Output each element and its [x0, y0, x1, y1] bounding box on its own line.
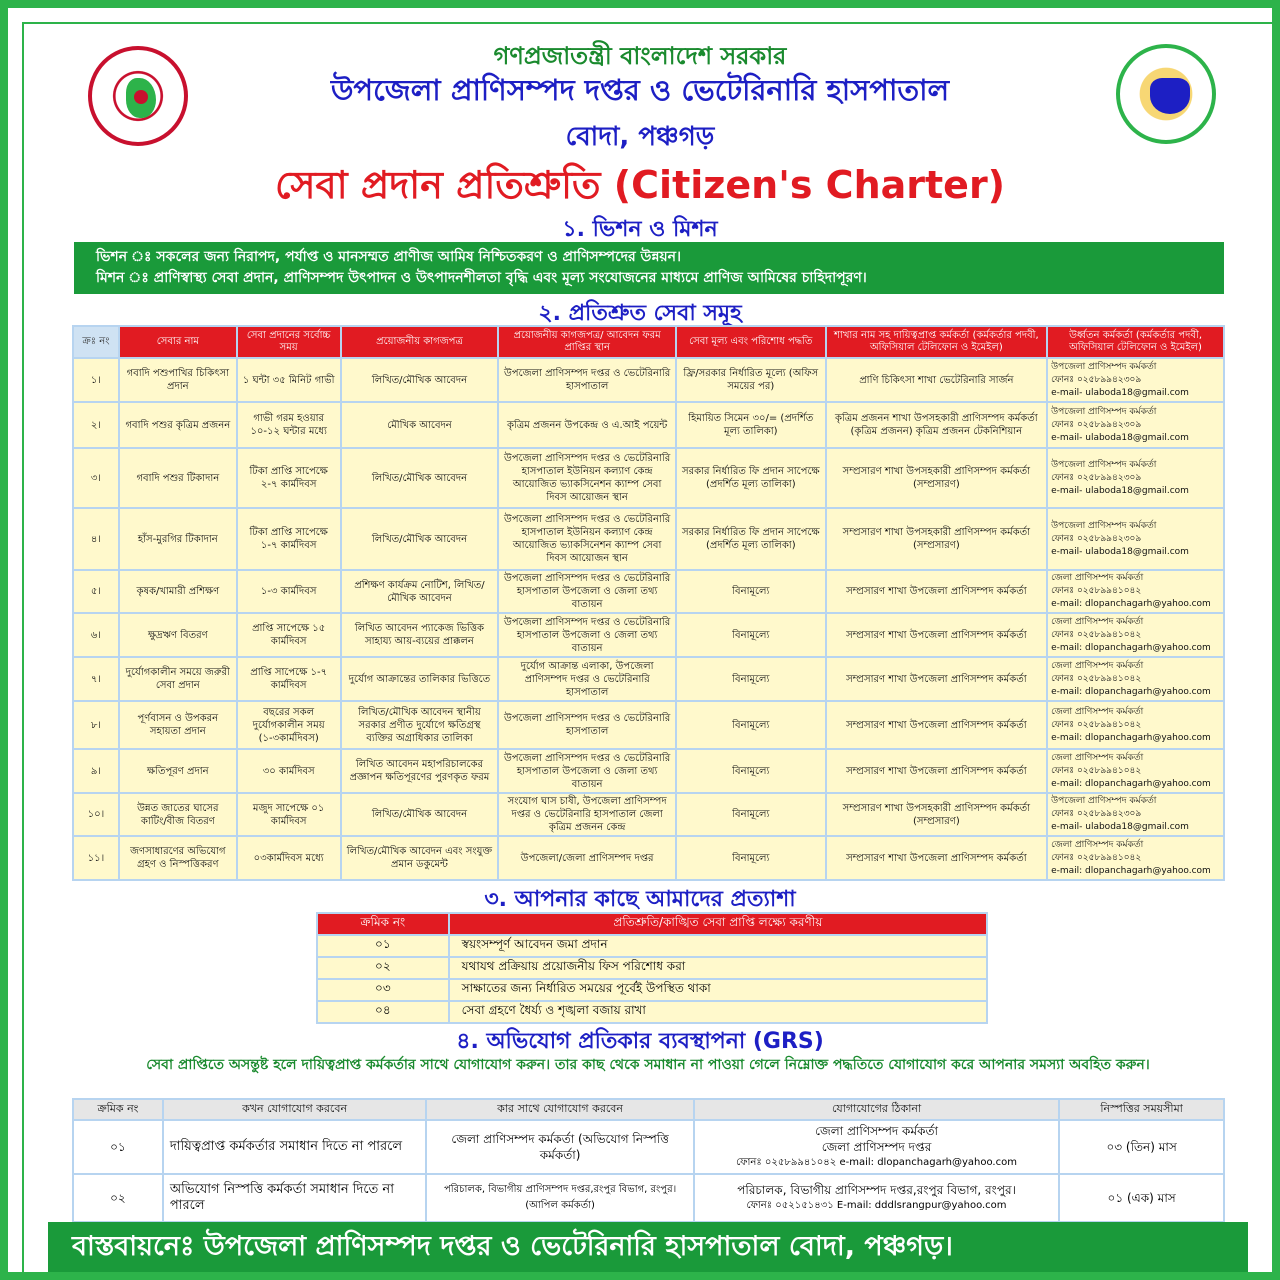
service-place-cell: উপজেলা প্রাণিসম্পদ দপ্তর ও ভেটেরিনারি হাসপাতাল ইউনিয়ন কল্যাণ কেন্দ্র আয়োজিত ভ্যাকসিনেশন ক্যাম্প সেবা দিবস আয়োজন স্থান: [498, 508, 676, 570]
grs-no-cell: ০১: [73, 1120, 163, 1174]
service-fee-cell: বিনামূল্যে: [676, 613, 826, 657]
service-fee-cell: হিমায়িত সিমেন ৩০/= (প্রদর্শিত মূল্য তালিকা): [676, 402, 826, 448]
service-time-cell: মজুদ সাপেক্ষে ০১ কার্মদিবস: [237, 793, 341, 836]
service-time-cell: ০৩কার্মদিবস মধ্যে: [237, 836, 341, 880]
service-time-cell: বছরের সকল দুর্যোগকালীন সময় (১-৩কার্মদিবস): [237, 701, 341, 749]
grs-limit-cell: ০৩ (তিন) মাস: [1059, 1120, 1224, 1174]
services-header-cell: শাখার নাম সহ দায়িত্বপ্রাপ্ত কর্মকর্তা (কর্মকর্তার পদবী, অফিসিয়াল টেলিফোন ও ইমেইল): [826, 326, 1047, 358]
expectation-no-cell: ০২: [317, 957, 449, 979]
service-no-cell: ৬।: [73, 613, 119, 657]
grs-row: [73, 1120, 1224, 1174]
expectation-row: [317, 935, 987, 957]
grs-no-cell: ০২: [73, 1174, 163, 1222]
service-place-cell: দুর্যোগ আক্রান্ত এলাকা, উপজেলা প্রাণিসম্পদ দপ্তর ও ভেটেরিনারি হাসপাতাল: [498, 657, 676, 701]
service-officer-cell: সম্প্রসারণ শাখা উপসহকারী প্রাণিসম্পদ কর্মকর্তা (সম্প্রসারণ): [826, 448, 1047, 508]
grs-limit-cell: ০১ (এক) মাস: [1059, 1174, 1224, 1222]
grs-table: [72, 1098, 1225, 1223]
service-contact-cell: [1047, 836, 1224, 880]
service-no-cell: ৩।: [73, 448, 119, 508]
service-officer-cell: প্রাণি চিকিৎসা শাখা ভেটেরিনারি সার্জন: [826, 358, 1047, 402]
services-header-cell: সেবার নাম: [119, 326, 237, 358]
service-fee-cell: সরকার নির্ধারিত ফি প্রদান সাপেক্ষে (প্রদর্শিত মূল্য তালিকা): [676, 508, 826, 570]
service-time-cell: টিকা প্রাপ্তি সাপেক্ষে ২-৭ কার্মদিবস: [237, 448, 341, 508]
service-contact-line: e-mail: dlopanchagarh@yahoo.com: [1051, 778, 1211, 789]
service-contact-line: ফোনঃ ০২৫৮৯৯৪১০৪২: [1051, 765, 1142, 776]
service-contact-line: e-mail: dlopanchagarh@yahoo.com: [1051, 865, 1211, 876]
service-contact-line: জেলা প্রাণিসম্পদ কর্মকর্তা: [1051, 752, 1144, 763]
service-officer-cell: সম্প্রসারণ শাখা উপজেলা প্রাণিসম্পদ কর্মকর্তা: [826, 613, 1047, 657]
service-time-cell: প্রাপ্তি সাপেক্ষে ১-৭ কার্মদিবস: [237, 657, 341, 701]
service-contact-line: e-mail- ulaboda18@gmail.com: [1051, 822, 1189, 832]
service-place-cell: উপজেলা/জেলা প্রাণিসম্পদ দপ্তর: [498, 836, 676, 880]
service-fee-cell: বিনামূল্যে: [676, 793, 826, 836]
service-contact-line: উপজেলা প্রাণিসম্পদ কর্মকর্তা: [1051, 361, 1157, 372]
service-name-cell: দুর্যোগকালীন সময়ে জরুরী সেবা প্রদান: [119, 657, 237, 701]
service-name-cell: গবাদি পশুর কৃত্রিম প্রজনন: [119, 402, 237, 448]
service-officer-cell: সম্প্রসারণ শাখা উপজেলা প্রাণিসম্পদ কর্মকর্তা: [826, 836, 1047, 880]
service-officer-cell: কৃত্রিম প্রজনন শাখা উপসহকারী প্রাণিসম্পদ কর্মকর্তা (কৃত্রিম প্রজনন) কৃত্রিম প্রজনন টেকনিশিয়ান: [826, 402, 1047, 448]
service-no-cell: ১।: [73, 358, 119, 402]
service-contact-line: জেলা প্রাণিসম্পদ কর্মকর্তা: [1051, 706, 1144, 717]
grs-header-cell: ক্রমিক নং: [73, 1099, 163, 1120]
service-no-cell: ২।: [73, 402, 119, 448]
expectation-no-cell: ০৪: [317, 1001, 449, 1023]
expectation-table: [316, 912, 988, 1024]
grs-address-cell: [694, 1120, 1059, 1174]
grs-address-line: জেলা প্রাণিসম্পদ কর্মকর্তা: [815, 1124, 938, 1138]
service-contact-line: ফোনঃ ০২৫৮৯৯৪২৩০৯: [1051, 419, 1142, 430]
grs-address-line: পরিচালক, বিভাগীয় প্রাণিসম্পদ দপ্তর,রংপুর বিভাগ, রংপুর।: [737, 1183, 1016, 1197]
service-contact-line: e-mail- ulaboda18@gmail.com: [1051, 432, 1189, 443]
service-fee-cell: সরকার নির্ধারিত ফি প্রদান সাপেক্ষে (প্রদর্শিত মূল্য তালিকা): [676, 448, 826, 508]
grs-who-cell: জেলা প্রাণিসম্পদ কর্মকর্তা (অভিযোগ নিস্পত্তি কর্মকর্তা): [426, 1120, 693, 1174]
service-time-cell: ১ ঘন্টা ৩৫ মিনিট গাভী: [237, 358, 341, 402]
service-no-cell: ৭।: [73, 657, 119, 701]
services-table: [72, 325, 1225, 881]
services-header-cell: সেবা প্রদানের সর্বোচ্চ সময়: [237, 326, 341, 358]
service-contact-cell: [1047, 402, 1224, 448]
service-place-cell: উপজেলা প্রাণিসম্পদ দপ্তর ও ভেটেরিনারি হাসপাতাল: [498, 701, 676, 749]
service-no-cell: ১১।: [73, 836, 119, 880]
vision-mission-box: [74, 242, 1224, 294]
expectation-row: [317, 1001, 987, 1023]
vision-text: ভিশন ঃ সকলের জন্য নিরাপদ, পর্যাপ্ত ও মানসম্মত প্রাণীজ আমিষ নিশ্চিতকরণ ও প্রাণিসম্পদের উন্নয়ন।: [96, 249, 682, 265]
service-contact-line: জেলা প্রাণিসম্পদ কর্মকর্তা: [1051, 573, 1144, 583]
service-officer-cell: সম্প্রসারণ শাখা উপজেলা প্রাণিসম্পদ কর্মকর্তা: [826, 657, 1047, 701]
service-name-cell: গবাদি পশুর টিকাদান: [119, 448, 237, 508]
service-contact-cell: [1047, 657, 1224, 701]
service-row: [73, 793, 1224, 836]
service-contact-line: e-mail- ulaboda18@gmail.com: [1051, 485, 1189, 496]
grs-when-cell: অভিযোগ নিস্পত্তি কর্মকর্তা সমাধান দিতে না পারলে: [163, 1174, 427, 1222]
service-row: [73, 836, 1224, 880]
service-contact-line: জেলা প্রাণিসম্পদ কর্মকর্তা: [1051, 660, 1144, 671]
grs-address-line: ফোনঃ ০৫২১৫১৪৩১ E-mail: dddlsrangpur@yahoo.com: [746, 1200, 1007, 1211]
service-place-cell: কৃত্রিম প্রজনন উপকেন্দ্র ও এ.আই পয়েন্ট: [498, 402, 676, 448]
service-contact-cell: [1047, 448, 1224, 508]
service-contact-line: e-mail: dlopanchagarh@yahoo.com: [1051, 599, 1211, 609]
service-contact-line: e-mail: dlopanchagarh@yahoo.com: [1051, 686, 1211, 697]
service-contact-line: ফোনঃ ০২৫৮৯৯৪১০৪২: [1051, 629, 1142, 640]
service-contact-line: ফোনঃ ০২৫৮৯৯৪১০৪২: [1051, 719, 1142, 730]
grs-who-cell: পরিচালক, বিভাগীয় প্রাণিসম্পদ দপ্তর,রংপুর বিভাগ, রংপুর। (আপিল কর্মকর্তা): [426, 1174, 693, 1222]
service-name-cell: ক্ষুদ্রঋণ বিতরণ: [119, 613, 237, 657]
service-contact-line: e-mail- ulaboda18@gmail.com: [1051, 387, 1189, 398]
service-name-cell: হাঁস-মুরগির টিকাদান: [119, 508, 237, 570]
service-contact-line: উপজেলা প্রাণিসম্পদ কর্মকর্তা: [1051, 459, 1157, 470]
service-officer-cell: সম্প্রসারণ শাখা উপসহকারী প্রাণিসম্পদ কর্মকর্তা (সম্প্রসারণ): [826, 508, 1047, 570]
service-contact-line: e-mail- ulaboda18@gmail.com: [1051, 546, 1189, 557]
services-header-cell: সেবা মূল্য এবং পরিশোধ পদ্ধতি: [676, 326, 826, 358]
service-name-cell: পূর্ণবাসন ও উপকরন সহায়তা প্রদান: [119, 701, 237, 749]
service-contact-line: উপজেলা প্রাণিসম্পদ কর্মকর্তা: [1051, 406, 1157, 417]
service-contact-line: ফোনঃ ০২৫৮৯৯৪১০৪২: [1051, 673, 1142, 684]
service-docs-cell: লিখিত/মৌখিক আবেদন: [341, 448, 499, 508]
expectation-no-cell: ০৩: [317, 979, 449, 1001]
service-contact-cell: [1047, 570, 1224, 613]
service-row: [73, 570, 1224, 613]
service-fee-cell: বিনামূল্যে: [676, 657, 826, 701]
service-name-cell: জণসাধারণের অভিযোগ গ্রহণ ও নিস্পত্তিকরণ: [119, 836, 237, 880]
service-docs-cell: লিখিত/মৌখিক আবেদন: [341, 508, 499, 570]
service-docs-cell: লিখিত আবেদন প্যাকেজ ভিত্তিক সাহায্য আয়-ব্যয়ের প্রাক্কলন: [341, 613, 499, 657]
service-contact-cell: [1047, 749, 1224, 793]
service-docs-cell: দুর্যোগ আক্রান্তের তালিকার ভিত্তিতে: [341, 657, 499, 701]
service-contact-line: ফোনঃ ০২৫৮৯৯৪২৩০৯: [1051, 809, 1142, 819]
service-officer-cell: সম্প্রসারণ শাখা উপজেলা প্রাণিসম্পদ কর্মকর্তা: [826, 570, 1047, 613]
service-time-cell: ১-৩ কার্মদিবস: [237, 570, 341, 613]
services-header-cell: প্রয়োজনীয় কাগজপত্র/ আবেদন ফরম প্রাপ্তির স্থান: [498, 326, 676, 358]
grs-header-cell: কার সাথে যোগাযোগ করবেন: [426, 1099, 693, 1120]
grs-address-line: জেলা প্রাণিসম্পদ দপ্তর: [821, 1140, 932, 1154]
service-no-cell: ১০।: [73, 793, 119, 836]
service-contact-line: ফোনঃ ০২৫৮৯৯৪১০৪২: [1051, 586, 1142, 596]
service-contact-line: জেলা প্রাণিসম্পদ কর্মকর্তা: [1051, 839, 1144, 850]
charter-title: সেবা প্রদান প্রতিশ্রুতি (Citizen's Charter): [274, 163, 1006, 207]
service-time-cell: টিকা প্রাপ্তি সাপেক্ষে ১-৭ কার্মদিবস: [237, 508, 341, 570]
service-fee-cell: বিনামূল্যে: [676, 749, 826, 793]
services-header-cell: প্রয়োজনীয় কাগজপত্র: [341, 326, 499, 358]
implementation-footer: বাস্তবায়নেঃ উপজেলা প্রাণিসম্পদ দপ্তর ও ভেটেরিনারি হাসপাতাল বোদা, পঞ্চগড়।: [48, 1222, 1248, 1272]
grs-row: [73, 1174, 1224, 1222]
services-title: ২. প্রতিশ্রুত সেবা সমূহ: [538, 301, 742, 326]
service-no-cell: ৪।: [73, 508, 119, 570]
service-row: [73, 402, 1224, 448]
grs-title: ৪. অভিযোগ প্রতিকার ব্যবস্থাপনা (GRS): [456, 1029, 824, 1054]
grs-when-cell: দায়িত্বপ্রাপ্ত কর্মকর্তার সমাধান দিতে না পারলে: [163, 1120, 427, 1174]
service-name-cell: গবাদি পশুপাখির চিকিৎসা প্রদান: [119, 358, 237, 402]
service-contact-cell: [1047, 508, 1224, 570]
service-place-cell: উপজেলা প্রাণিসম্পদ দপ্তর ও ভেটেরিনারি হাসপাতাল ইউনিয়ন কল্যাণ কেন্দ্র আয়োজিত ভ্যাকসিনেশন ক্যাম্প সেবা দিবস আয়োজন স্থান: [498, 448, 676, 508]
expectation-header-cell: ক্রমিক নং: [317, 913, 449, 935]
service-name-cell: কৃষক/খামারী প্রশিক্ষণ: [119, 570, 237, 613]
mission-text: মিশন ঃ প্রাণিস্বাস্থ্য সেবা প্রদান, প্রাণিসম্পদ উৎপাদন ও উৎপাদনশীলতা বৃদ্ধি এবং মূল্য সংযোজনের মাধ্যমে প্রাণিজ আমিষের চাহিদাপূরণ।: [96, 270, 867, 286]
service-fee-cell: বিনামূল্যে: [676, 570, 826, 613]
service-fee-cell: বিনামূল্যে: [676, 836, 826, 880]
service-row: [73, 613, 1224, 657]
service-no-cell: ৫।: [73, 570, 119, 613]
service-contact-line: ফোনঃ ০২৫৮৯৯৪২৩০৯: [1051, 472, 1142, 483]
service-contact-cell: [1047, 613, 1224, 657]
service-time-cell: প্রাপ্তি সাপেক্ষে ১৫ কার্মদিবস: [237, 613, 341, 657]
expectation-header-cell: প্রতিশ্রুতি/কাঙ্খিত সেবা প্রাপ্তি লক্ষ্যে করণীয়: [449, 913, 987, 935]
service-row: [73, 358, 1224, 402]
service-officer-cell: সম্প্রসারণ শাখা উপজেলা প্রাণিসম্পদ কর্মকর্তা: [826, 749, 1047, 793]
service-contact-line: জেলা প্রাণিসম্পদ কর্মকর্তা: [1051, 616, 1144, 627]
service-row: [73, 749, 1224, 793]
service-contact-line: ফোনঃ ০২৫৮৯৯৪১০৪২: [1051, 852, 1142, 863]
service-officer-cell: সম্প্রসারণ শাখা উপসহকারী প্রাণিসম্পদ কর্মকর্তা (সম্প্রসারণ): [826, 793, 1047, 836]
service-place-cell: উপজেলা প্রাণিসম্পদ দপ্তর ও ভেটেরিনারি হাসপাতাল: [498, 358, 676, 402]
service-place-cell: সংযোগ ঘাস চাষী, উপজেলা প্রাণিসম্পদ দপ্তর ও ভেটেরিনারি হাসপাতাল জেলা কৃত্রিম প্রজনন কেন্দ্র: [498, 793, 676, 836]
service-contact-line: উপজেলা প্রাণিসম্পদ কর্মকর্তা: [1051, 520, 1157, 531]
grs-note: সেবা প্রাপ্তিতে অসন্তুষ্ট হলে দায়িত্বপ্রাপ্ত কর্মকর্তার সাথে যোগাযোগ করুন। তার কাছ থেকে সমাধান না পাওয়া গেলে নিম্নোক্ত পদ্ধতিতে যোগাযোগ করে আপনার সমস্যা অবহিত করুন।: [146, 1057, 1150, 1073]
expectation-row: [317, 979, 987, 1001]
service-docs-cell: লিখিত/মৌখিক আবেদন: [341, 358, 499, 402]
expectation-text-cell: সেবা গ্রহণে ধৈর্য্য ও শৃঙ্খলা বজায় রাখা: [449, 1001, 987, 1023]
service-contact-line: উপজেলা প্রাণিসম্পদ কর্মকর্তা: [1051, 796, 1157, 806]
service-no-cell: ৯।: [73, 749, 119, 793]
service-row: [73, 508, 1224, 570]
service-contact-cell: [1047, 358, 1224, 402]
service-fee-cell: বিনামূল্যে: [676, 701, 826, 749]
service-place-cell: উপজেলা প্রাণিসম্পদ দপ্তর ও ভেটেরিনারি হাসপাতাল উপজেলা ও জেলা তথ্য বাতায়ন: [498, 613, 676, 657]
expectation-no-cell: ০১: [317, 935, 449, 957]
grs-address-cell: [694, 1174, 1059, 1222]
government-name: গণপ্রজাতন্ত্রী বাংলাদেশ সরকার: [493, 42, 787, 70]
expectation-text-cell: যথাযথ প্রক্রিয়ায় প্রয়োজনীয় ফিস পরিশোধ করা: [449, 957, 987, 979]
office-name: উপজেলা প্রাণিসম্পদ দপ্তর ও ভেটেরিনারি হাসপাতাল: [330, 73, 950, 107]
vision-mission-title: ১. ভিশন ও মিশন: [562, 217, 718, 242]
service-docs-cell: লিখিত/মৌখিক আবেদন এবং সংযুক্ত প্রমান ডকুমেন্ট: [341, 836, 499, 880]
services-header-cell: ক্রঃ নং: [73, 326, 119, 358]
grs-address-line: ফোনঃ ০২৫৮৯৯৪১০৪২ e-mail: dlopanchagarh@yahoo.com: [736, 1157, 1017, 1168]
grs-header-cell: নিস্পত্তির সময়সীমা: [1059, 1099, 1224, 1120]
expectation-text-cell: সাক্ষাতের জন্য নির্ধারিত সময়ের পূর্বেই উপস্থিত থাকা: [449, 979, 987, 1001]
service-contact-cell: [1047, 793, 1224, 836]
services-header-cell: উর্ধ্বতন কর্মকর্তা (কর্মকর্তার পদবী, অফিসিয়াল টেলিফোন ও ইমেইল): [1047, 326, 1224, 358]
service-docs-cell: লিখিত আবেদন মহাপরিচালকের প্রজ্ঞাপন ক্ষতিপূরণের পুরণকৃত ফরম: [341, 749, 499, 793]
service-fee-cell: ফ্রি/সরকার নির্ধারিত মূল্যে (অফিস সময়ের পর): [676, 358, 826, 402]
service-no-cell: ৮।: [73, 701, 119, 749]
expectation-title: ৩. আপনার কাছে আমাদের প্রত্যাশা: [484, 887, 796, 912]
service-place-cell: উপজেলা প্রাণিসম্পদ দপ্তর ও ভেটেরিনারি হাসপাতাল উপজেলা ও জেলা তথ্য বাতায়ন: [498, 570, 676, 613]
service-docs-cell: লিখিত/মৌখিক আবেদন স্থানীয় সরকার প্রণীত দুর্যোগে ক্ষতিগ্রস্থ ব্যক্তির অগ্রাধিকার তালিকা: [341, 701, 499, 749]
service-time-cell: ৩০ কার্মদিবস: [237, 749, 341, 793]
service-name-cell: ক্ষতিপূরণ প্রদান: [119, 749, 237, 793]
service-docs-cell: প্রশিক্ষণ কার্যক্রম নোটিশ, লিখিত/মৌখিক আবেদন: [341, 570, 499, 613]
service-contact-line: ফোনঃ ০২৫৮৯৯৪২৩০৯: [1051, 374, 1142, 385]
service-row: [73, 657, 1224, 701]
service-place-cell: উপজেলা প্রাণিসম্পদ দপ্তর ও ভেটেরিনারি হাসপাতাল উপজেলা ও জেলা তথ্য বাতায়ন: [498, 749, 676, 793]
service-contact-line: e-mail: dlopanchagarh@yahoo.com: [1051, 642, 1211, 653]
office-location: বোদা, পঞ্চগড়: [565, 122, 715, 152]
service-contact-line: e-mail: dlopanchagarh@yahoo.com: [1051, 732, 1211, 743]
service-docs-cell: মৌখিক আবেদন: [341, 402, 499, 448]
service-time-cell: গাভী গরম হওয়ার ১০-১২ ঘন্টার মধ্যে: [237, 402, 341, 448]
service-row: [73, 448, 1224, 508]
service-name-cell: উন্নত জাতের ঘাসের কাটিং/বীজ বিতরণ: [119, 793, 237, 836]
grs-header-cell: কখন যোগাযোগ করবেন: [163, 1099, 427, 1120]
grs-header-cell: যোগাযোগের ঠিকানা: [694, 1099, 1059, 1120]
service-row: [73, 701, 1224, 749]
expectation-row: [317, 957, 987, 979]
service-officer-cell: সম্প্রসারণ শাখা উপজেলা প্রাণিসম্পদ কর্মকর্তা: [826, 701, 1047, 749]
service-contact-line: ফোনঃ ০২৫৮৯৯৪২৩০৯: [1051, 533, 1142, 544]
service-docs-cell: লিখিত/মৌখিক আবেদন: [341, 793, 499, 836]
service-contact-cell: [1047, 701, 1224, 749]
expectation-text-cell: স্বয়ংসম্পূর্ণ আবেদন জমা প্রদান: [449, 935, 987, 957]
